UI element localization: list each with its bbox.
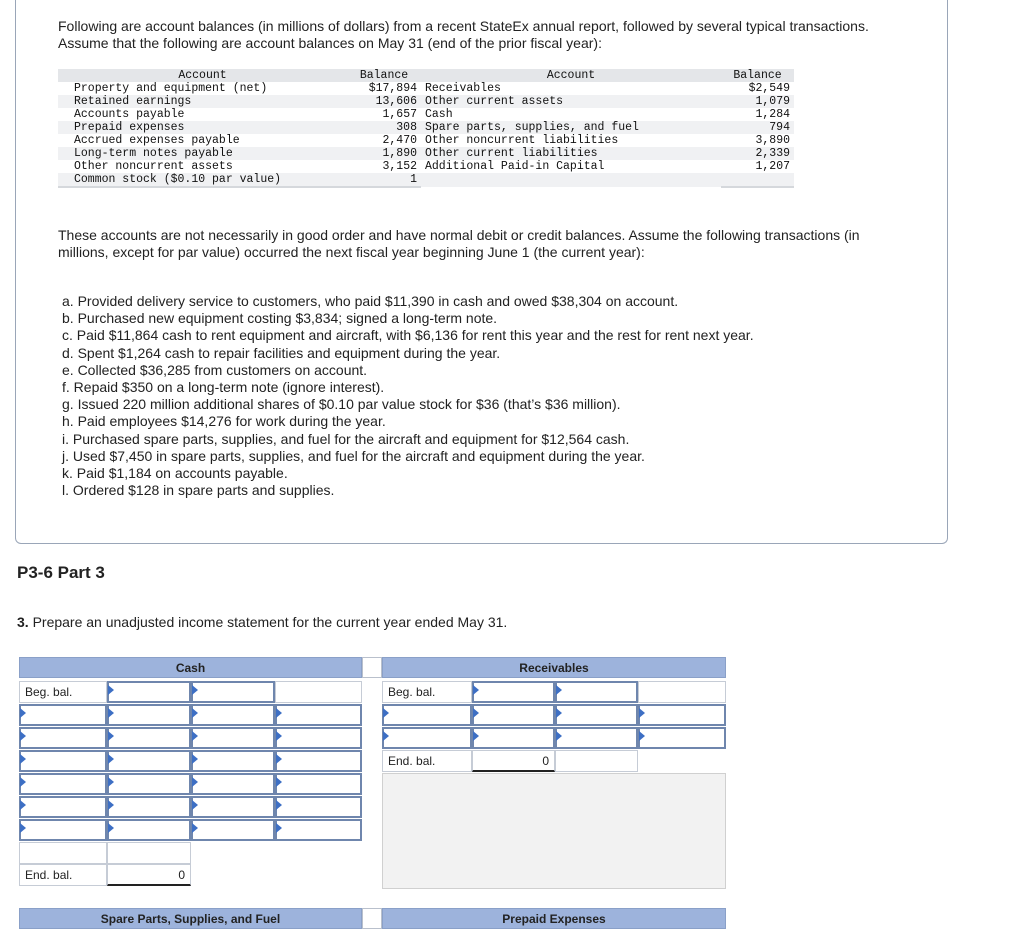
cash-row1-credit-label-input[interactable]	[191, 704, 275, 726]
account-name-right: Other current assets	[421, 95, 721, 108]
cash-row2-label-input[interactable]	[19, 727, 107, 749]
account-row	[58, 160, 794, 173]
receivables-row2-debit-input[interactable]	[472, 727, 555, 749]
account-row	[58, 95, 794, 108]
intro-text: Following are account balances (in millions of dollars) from a recent StateEx annual report, followed by several typical transactions. Assume that the following are account balances on May 31 (end of the prior fiscal year):	[58, 18, 869, 51]
account-balances-table	[58, 69, 794, 188]
cash-row3-credit-label-input[interactable]	[191, 750, 275, 772]
cash-end-label: End. bal.	[19, 864, 107, 886]
receivables-beg-label: Beg. bal.	[382, 681, 472, 703]
account-name-left: Prepaid expenses	[58, 121, 347, 134]
question-text: Prepare an unadjusted income statement for the current year ended May 31.	[32, 614, 508, 630]
account-name-right: Other noncurrent liabilities	[425, 134, 619, 147]
transaction-l: l. Ordered $128 in spare parts and supplies.	[62, 482, 335, 499]
transaction-d: d. Spent $1,264 cash to repair facilities and equipment during the year.	[62, 344, 501, 361]
cash-row3-debit-input[interactable]	[107, 750, 191, 772]
spare-parts-header: Spare Parts, Supplies, and Fuel	[19, 908, 362, 929]
balance-right: $2,549	[748, 82, 790, 95]
account-row	[58, 173, 794, 187]
receivables-end-label: End. bal.	[382, 750, 472, 772]
balance-left: 1,657	[382, 108, 417, 121]
cash-row5-debit-input[interactable]	[107, 773, 191, 795]
cash-row1-label-input[interactable]	[19, 704, 107, 726]
account-name-right: Cash	[425, 108, 453, 121]
account-name-left: Accrued expenses payable	[74, 134, 240, 147]
cash-row2-credit-input[interactable]	[275, 727, 362, 749]
balance-right: 1,079	[721, 95, 794, 108]
balance-left: $17,894	[368, 82, 417, 95]
balance-left: 2,470	[382, 134, 417, 147]
cash-row5-label-input[interactable]	[19, 773, 107, 795]
cash-row4-label-input[interactable]	[19, 796, 107, 818]
transaction-b: b. Purchased new equipment costing $3,834; signed a long-term note.	[62, 310, 498, 327]
receivables-empty-area	[382, 773, 726, 889]
cash-row4-debit-input[interactable]	[107, 796, 191, 818]
question	[17, 614, 507, 630]
cash-row4-credit-label-input[interactable]	[191, 796, 275, 818]
cash-row6-label-input[interactable]	[19, 819, 107, 841]
balance-right: 1,207	[755, 160, 790, 173]
account-row	[58, 108, 794, 121]
header-account-right: Account	[421, 69, 721, 82]
account-row	[58, 147, 794, 160]
transaction-c: c. Paid $11,864 cash to rent equipment and aircraft, with $6,136 for rent this year and the rest for rent next year.	[62, 327, 754, 344]
receivables-beg-credit-input[interactable]	[555, 681, 638, 703]
balance-right	[721, 173, 794, 187]
receivables-row1-label-input[interactable]	[382, 704, 472, 726]
receivables-end-blank	[555, 750, 638, 772]
cash-row2-debit-input[interactable]	[107, 727, 191, 749]
account-row	[58, 121, 794, 134]
account-name-left: Property and equipment (net)	[74, 82, 268, 95]
cash-beg-label: Beg. bal.	[19, 681, 107, 703]
account-row	[58, 82, 794, 95]
transaction-f: f. Repaid $350 on a long-term note (ignore interest).	[62, 379, 385, 396]
receivables-row2-credit-label-input[interactable]	[555, 727, 638, 749]
prepaid-corner	[362, 908, 382, 929]
transaction-h: h. Paid employees $14,276 for work during the year.	[62, 413, 386, 430]
receivables-row1-debit-input[interactable]	[472, 704, 555, 726]
balance-left: 308	[347, 121, 421, 134]
cash-row6-debit-input[interactable]	[107, 819, 191, 841]
header-balance-left: Balance	[347, 69, 421, 82]
balance-right: 794	[721, 121, 794, 134]
balance-left: 1	[347, 173, 421, 187]
cash-row2-credit-label-input[interactable]	[191, 727, 275, 749]
cash-end-balance: 0	[107, 864, 191, 886]
cash-t-account	[19, 657, 362, 889]
question-number: 3.	[17, 614, 29, 630]
transaction-e: e. Collected $36,285 from customers on account.	[62, 361, 368, 378]
part-title: P3-6 Part 3	[17, 563, 105, 582]
cash-row4-credit-input[interactable]	[275, 796, 362, 818]
account-name-left: Common stock ($0.10 par value)	[58, 173, 347, 187]
balance-left: 1,890	[347, 147, 421, 160]
cash-row3-credit-input[interactable]	[275, 750, 362, 772]
balance-right: 1,284	[755, 108, 790, 121]
account-name-left: Accounts payable	[74, 108, 185, 121]
receivables-end-balance: 0	[472, 750, 555, 772]
cash-row5-credit-input[interactable]	[275, 773, 362, 795]
cash-row6-credit-label-input[interactable]	[191, 819, 275, 841]
prepaid-expenses-header: Prepaid Expenses	[382, 908, 726, 929]
account-name-left: Retained earnings	[58, 95, 347, 108]
cash-beg-debit-input[interactable]	[107, 681, 191, 703]
transaction-g: g. Issued 220 million additional shares of $0.10 par value stock for $36 (that’s $36 million).	[62, 396, 621, 413]
balance-right: 3,890	[755, 134, 790, 147]
receivables-beg-blank	[638, 681, 726, 703]
balance-left: 13,606	[347, 95, 421, 108]
transaction-a: a. Provided delivery service to customers, who paid $11,390 in cash and owed $38,304 on account.	[62, 293, 679, 309]
account-name-left: Other noncurrent assets	[74, 160, 233, 173]
receivables-row1-credit-input[interactable]	[638, 704, 726, 726]
cash-beg-credit-input[interactable]	[191, 681, 275, 703]
cash-row1-debit-input[interactable]	[107, 704, 191, 726]
receivables-row1-credit-label-input[interactable]	[555, 704, 638, 726]
receivables-row2-credit-input[interactable]	[638, 727, 726, 749]
account-name-right: Other current liabilities	[421, 147, 721, 160]
transactions-list	[62, 293, 754, 499]
account-name-right: Additional Paid-in Capital	[425, 160, 605, 173]
account-name-right	[421, 173, 721, 187]
cash-row7-blank	[19, 842, 107, 864]
header-balance-right: Balance	[721, 69, 794, 82]
account-row	[58, 134, 794, 147]
account-name-right: Spare parts, supplies, and fuel	[421, 121, 721, 134]
cash-row1-credit-input[interactable]	[275, 704, 362, 726]
receivables-t-account	[362, 657, 727, 889]
account-name-left: Long-term notes payable	[58, 147, 347, 160]
cash-row3-label-input[interactable]	[19, 750, 107, 772]
transaction-i: i. Purchased spare parts, supplies, and fuel for the aircraft and equipment for $12,564 cash.	[62, 430, 630, 447]
cash-row6-credit-input[interactable]	[275, 819, 362, 841]
receivables-header: Receivables	[382, 657, 726, 678]
cash-row7-debit-blank	[107, 842, 191, 864]
header-account-left: Account	[58, 69, 347, 82]
receivables-row2-label-input[interactable]	[382, 727, 472, 749]
transaction-k: k. Paid $1,184 on accounts payable.	[62, 465, 288, 482]
cash-beg-blank	[275, 681, 362, 703]
receivables-corner	[362, 657, 382, 678]
cash-header: Cash	[19, 657, 362, 678]
transactions-intro-text: These accounts are not necessarily in good order and have normal debit or credit balances. Assume the following transactions (in millions, except for par value) occurred the next fiscal year beginning June 1 (the current year):	[58, 227, 860, 260]
balance-right: 2,339	[721, 147, 794, 160]
cash-row5-credit-label-input[interactable]	[191, 773, 275, 795]
balance-left: 3,152	[382, 160, 417, 173]
account-name-right: Receivables	[425, 82, 501, 95]
receivables-beg-debit-input[interactable]	[472, 681, 555, 703]
transaction-j: j. Used $7,450 in spare parts, supplies, and fuel for the aircraft and equipment during the year.	[62, 447, 645, 464]
